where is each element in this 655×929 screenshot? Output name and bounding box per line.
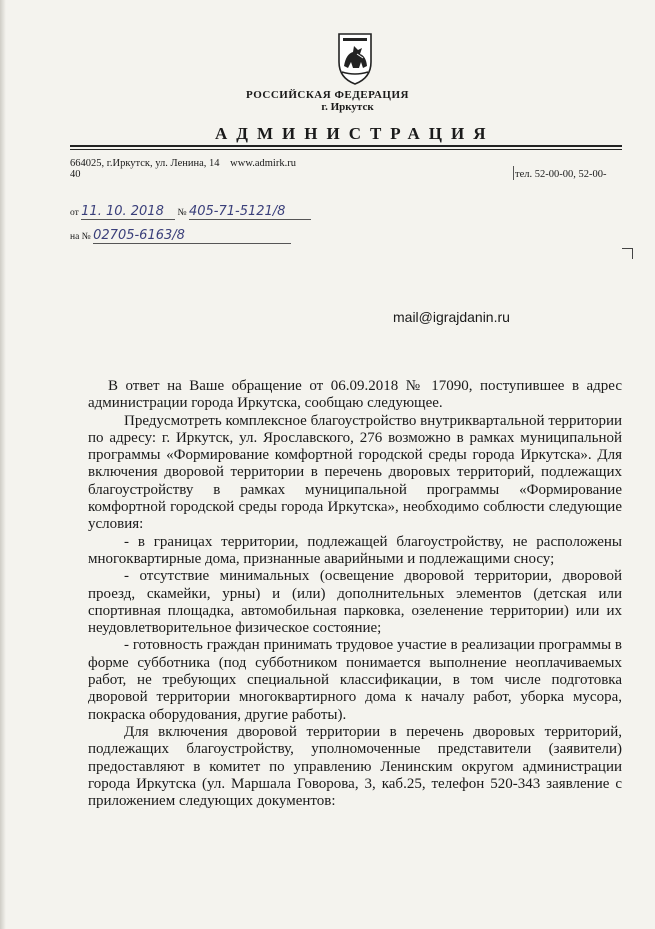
reply-prefix: на № bbox=[70, 232, 91, 242]
address-field-corner-mark bbox=[622, 248, 633, 259]
condition-3: - готовность граждан принимать трудовое участие в реализации программы в форме субботника (под субботником понимается выполнение неоплачиваемых работ, не требующих специальной классификации, в том числе подготовка дворовой территории многоквартирного дома к началу работ, уборка мусора, покраска оборудования, другие работы). bbox=[88, 637, 622, 723]
date-prefix: от bbox=[70, 208, 79, 218]
handwritten-number: 405-71-5121/8 bbox=[189, 204, 311, 220]
country-heading: РОССИЙСКАЯ ФЕДЕРАЦИЯ bbox=[246, 89, 409, 101]
address-block bbox=[70, 158, 296, 180]
paragraph-response: В ответ на Ваше обращение от 06.09.2018 № 17090, поступившее в адрес администрации города Иркутска, сообщаю следующее. bbox=[88, 378, 622, 412]
paragraph-application: Для включения дворовой территории в перечень дворовых территорий, подлежащих благоустройству, уполномоченные представители (заявители) предоставляют в комитет по управлению Ленинским округом администрации города Иркутска (ул. Маршала Говорова, 3, каб.25, телефон 520-343 заявление с приложением следующих документов: bbox=[88, 723, 622, 810]
letterhead-rule-bottom bbox=[70, 149, 622, 150]
address-text: 664025, г.Иркутск, ул. Ленина, 14 bbox=[70, 158, 220, 169]
organization-title: АДМИНИСТРАЦИЯ bbox=[215, 124, 495, 143]
number-prefix: № bbox=[177, 208, 187, 218]
date-number-line bbox=[70, 204, 311, 220]
address-continuation: 40 bbox=[70, 169, 81, 180]
reply-reference-line bbox=[70, 228, 291, 244]
paragraph-program: Предусмотреть комплексное благоустройство внутриквартальной территории по адресу: г. Иркутск, ул. Ярославского, 276 возможно в рамках муниципальной программы «Формирование комфортной городской среды города Иркутска». Для включения дворовой территории в перечень дворовых территорий, подлежащих благоустройству в рамках муниципальной программы «Формирование комфортной городской среды города Иркутска», необходимо соблюсти следующие условия: bbox=[88, 412, 622, 533]
condition-2: - отсутствие минимальных (освещение дворовой территории, дворовой проезд, скамейки, урны) и (или) дополнительных элементов (детская или спортивная площадка, автомобильная парковка, озеленение территории) или их неудовлетворительное физическое состояние; bbox=[88, 568, 622, 637]
recipient-email: mail@igrajdanin.ru bbox=[393, 309, 510, 325]
city-heading: г. Иркутск bbox=[321, 101, 374, 113]
phone-divider bbox=[513, 166, 514, 180]
coat-of-arms-icon bbox=[333, 28, 377, 86]
scan-edge-shadow bbox=[0, 0, 6, 929]
phone-text: тел. 52-00-00, 52-00- bbox=[515, 169, 607, 180]
handwritten-reply-number: 02705-6163/8 bbox=[93, 228, 291, 244]
website-text: www.admirk.ru bbox=[230, 158, 296, 169]
condition-1: - в границах территории, подлежащей благоустройству, не расположены многоквартирные дома, признанные аварийными и подлежащими сносу; bbox=[88, 533, 622, 567]
letterhead-rule-top bbox=[70, 145, 622, 147]
letter-body bbox=[88, 378, 622, 810]
handwritten-date: 11. 10. 2018 bbox=[81, 204, 175, 220]
